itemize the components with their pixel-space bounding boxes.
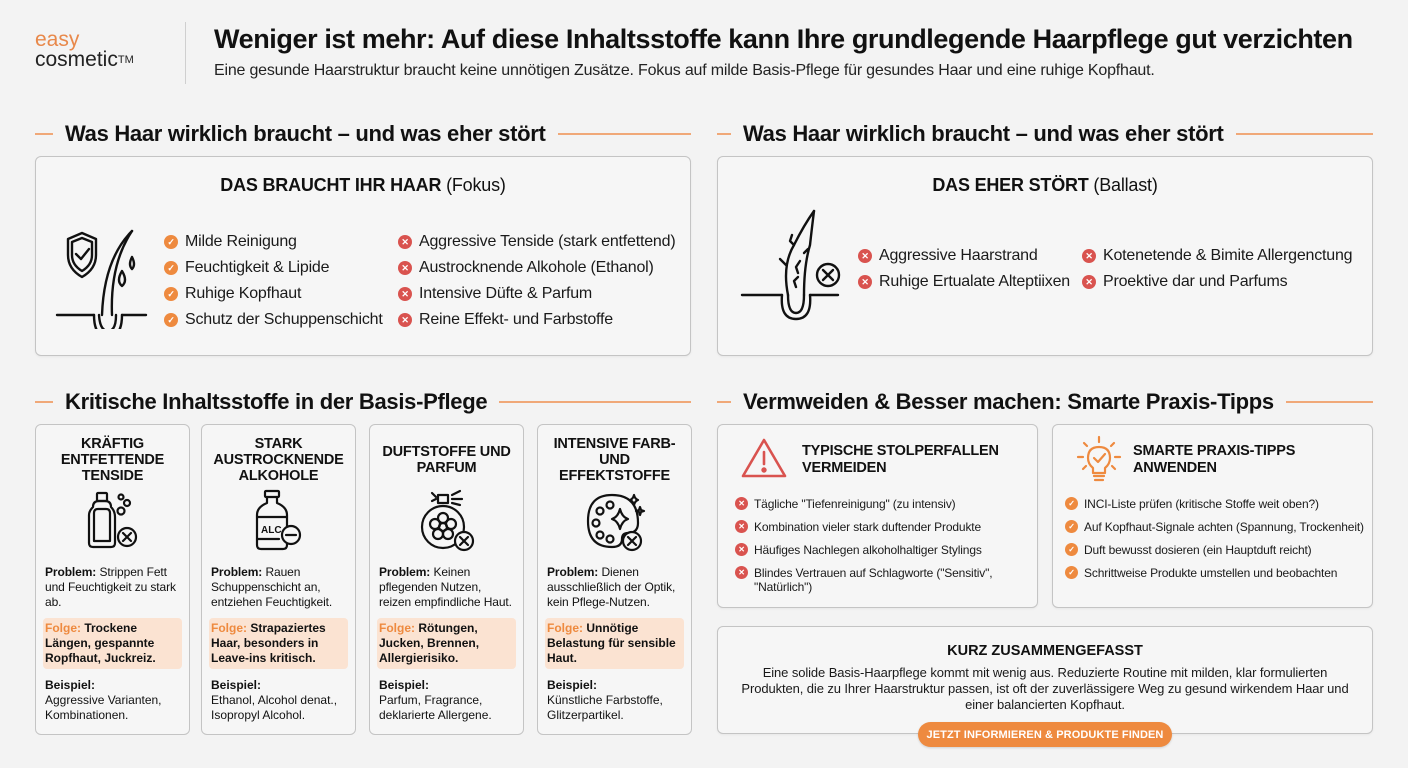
heading-bold: DAS BRAUCHT IHR HAAR — [220, 175, 442, 195]
positive-item — [164, 255, 383, 281]
item-label: Kotenetende & Bimite Allergenctung — [1103, 247, 1353, 264]
ingredient-example — [547, 678, 682, 723]
item-label: Schutz der Schuppenschicht — [185, 311, 383, 328]
example-label: Beispiel: — [379, 678, 430, 692]
header-divider — [185, 22, 186, 84]
trademark: TM — [117, 54, 134, 66]
negative-item — [398, 281, 675, 307]
ingredient-problem — [211, 565, 346, 610]
x-icon: ✕ — [1082, 249, 1096, 263]
perfume-bottle-icon — [379, 485, 514, 557]
ingredient-heading: STARK AUSTROCKNENDE ALKOHOLE — [213, 436, 344, 484]
consequence-text: Trockene Längen, gespannte Ropfhaut, Juckreiz. — [45, 621, 156, 665]
ingredient-heading: INTENSIVE FARB- UND EFFEKTSTOFFE — [553, 436, 676, 484]
ingredient-example — [45, 678, 180, 723]
item-label: Blindes Vertrauen auf Schlagworte ("Sensitiv", "Natürlich") — [754, 566, 993, 594]
hair-shield-drops-icon — [52, 209, 152, 334]
item-label: Reine Effekt- und Farbstoffe — [419, 311, 613, 328]
section-title-text: Was Haar wirklich braucht – und was eher stört — [65, 121, 546, 146]
heading-light: (Ballast) — [1093, 175, 1158, 195]
consequence-label: Folge: — [45, 621, 81, 635]
ingredient-consequence — [209, 618, 348, 669]
title-line — [558, 133, 691, 135]
brand-line1: easy — [35, 28, 80, 51]
heading-light: (Fokus) — [446, 175, 506, 195]
problem-label: Problem: — [211, 565, 263, 579]
check-icon: ✓ — [164, 287, 178, 301]
example-label: Beispiel: — [211, 678, 262, 692]
problem-text: Keinen pflegenden Nutzen, reizen empfindliche Haut. — [379, 565, 512, 609]
item-label: Auf Kopfhaut-Signale achten (Spannung, Trockenheit) — [1084, 520, 1364, 534]
consequence-text: Rötungen, Jucken, Brennen, Allergierisiko. — [379, 621, 480, 665]
problem-text: Rauen Schuppenschicht an, entziehen Feuchtigkeit. — [211, 565, 333, 609]
example-label: Beispiel: — [547, 678, 598, 692]
needs-positive-list — [164, 229, 383, 333]
example-text: Aggressive Varianten, Kombinationen. — [45, 693, 162, 722]
ingredient-problem — [547, 565, 682, 610]
check-icon: ✓ — [1065, 497, 1078, 510]
item-label: Proektive dar und Parfums — [1103, 273, 1288, 290]
x-icon: ✕ — [398, 235, 412, 249]
ingredient-example — [379, 678, 514, 723]
avoid-item — [735, 497, 1030, 511]
positive-item — [164, 281, 383, 307]
page-subtitle: Eine gesunde Haarstruktur braucht keine unnötigen Zusätze. Fokus auf milde Basis-Pflege für gesundes Haar und eine ruhige Kopfhaut. — [214, 62, 1155, 79]
ingredient-problem — [379, 565, 514, 610]
page-header — [0, 0, 1408, 100]
negative-item — [398, 307, 675, 333]
avoid-card — [717, 424, 1038, 608]
section-title-disturbs — [717, 119, 1373, 149]
smart-tips-list — [1065, 497, 1370, 589]
tip-item — [1065, 566, 1370, 580]
summary-text: Eine solide Basis-Haarpflege kommt mit wenig aus. Reduzierte Routine mit milden, klar formulierten Produkten, die zu Ihrer Haarstruktur passen, ist oft der zuverlässigere Weg zu gesund wirkendem Haar und einer balancierten Kopfhaut. — [741, 665, 1349, 712]
smart-tips-card — [1052, 424, 1373, 608]
negative-item — [1082, 269, 1352, 295]
consequence-label: Folge: — [547, 621, 583, 635]
avoid-item — [735, 520, 1030, 534]
brand-name: cosmetic — [35, 48, 118, 71]
negative-item — [1082, 243, 1352, 269]
title-dash — [35, 133, 53, 135]
check-icon: ✓ — [164, 235, 178, 249]
damaged-hair-icon — [738, 205, 848, 330]
ingredient-consequence — [377, 618, 516, 669]
item-label: Tägliche "Tiefenreinigung" (zu intensiv) — [754, 497, 956, 511]
item-label: Austrocknende Alkohole (Ethanol) — [419, 259, 654, 276]
x-icon: ✕ — [398, 287, 412, 301]
section-title-text: Was Haar wirklich braucht – und was eher stört — [743, 121, 1224, 146]
ingredient-problem — [45, 565, 180, 610]
color-palette-icon — [547, 485, 682, 557]
consequence-text: Unnötige Belastung für sensible Haut. — [547, 621, 676, 665]
title-line — [499, 401, 691, 403]
negative-item — [398, 229, 675, 255]
smart-tips-heading: SMARTE PRAXIS-TIPPS ANWENDEN — [1133, 443, 1296, 476]
x-icon: ✕ — [398, 313, 412, 327]
x-icon: ✕ — [735, 543, 748, 556]
brand-line2 — [35, 50, 134, 70]
detergent-bottle-icon — [45, 485, 180, 557]
disturbs-card-heading — [718, 175, 1372, 196]
problem-text: Strippen Fett und Feuchtigkeit zu stark ab. — [45, 565, 176, 609]
check-icon: ✓ — [164, 261, 178, 275]
ingredient-card-farbstoffe — [537, 424, 692, 735]
ingredient-card-tenside — [35, 424, 190, 735]
lightbulb-check-icon — [1075, 435, 1123, 490]
negative-item — [858, 269, 1070, 295]
item-label: Feuchtigkeit & Lipide — [185, 259, 330, 276]
x-icon: ✕ — [735, 497, 748, 510]
item-label: Häufiges Nachlegen alkoholhaltiger Stylings — [754, 543, 982, 557]
brand-logo — [35, 30, 134, 70]
title-dash — [717, 401, 731, 403]
item-label: Intensive Düfte & Parfum — [419, 285, 593, 302]
section-title-tips — [717, 387, 1373, 417]
ingredient-heading: KRÄFTIG ENTFETTENDE TENSIDE — [60, 436, 165, 484]
alcohol-bottle-icon — [211, 485, 346, 557]
item-label: Aggressive Tenside (stark entfettend) — [419, 233, 676, 250]
check-icon: ✓ — [1065, 520, 1078, 533]
avoid-heading: TYPISCHE STOLPERFALLEN VERMEIDEN — [802, 443, 999, 476]
example-text: Künstliche Farbstoffe, Glitzerpartikel. — [547, 693, 663, 722]
avoid-item — [735, 543, 1030, 557]
disturbs-list-col2 — [1082, 243, 1352, 295]
heading-bold: DAS EHER STÖRT — [932, 175, 1089, 195]
consequence-label: Folge: — [379, 621, 415, 635]
item-label: Ruhige Ertualate Alteptiixen — [879, 273, 1070, 290]
ingredient-heading: DUFTSTOFFE UND PARFUM — [382, 444, 511, 476]
negative-item — [398, 255, 675, 281]
item-label: Ruhige Kopfhaut — [185, 285, 302, 302]
avoid-list — [735, 497, 1030, 603]
section-title-text: Kritische Inhaltsstoffe in der Basis-Pflege — [65, 389, 488, 414]
needs-card-heading — [36, 175, 690, 196]
problem-label: Problem: — [547, 565, 599, 579]
example-label: Beispiel: — [45, 678, 96, 692]
warning-triangle-icon — [740, 437, 788, 484]
positive-item — [164, 307, 383, 333]
cta-button[interactable]: JETZT INFORMIEREN & PRODUKTE FINDEN — [918, 722, 1172, 747]
avoid-item — [735, 566, 1030, 594]
problem-label: Problem: — [45, 565, 97, 579]
ingredient-example — [211, 678, 346, 723]
summary-card — [717, 626, 1373, 734]
item-label: Kombination vieler stark duftender Produkte — [754, 520, 982, 534]
item-label: Milde Reinigung — [185, 233, 297, 250]
consequence-text: Strapaziertes Haar, besonders in Leave-ins kritisch. — [211, 621, 326, 665]
problem-text: Dienen ausschließlich der Optik, kein Pflege-Nutzen. — [547, 565, 676, 609]
ingredient-card-alkohole — [201, 424, 356, 735]
tip-item — [1065, 520, 1370, 534]
page-title: Weniger ist mehr: Auf diese Inhaltsstoffe kann Ihre grundlegende Haarpflege gut verzichten — [214, 24, 1353, 54]
title-dash — [717, 133, 731, 135]
x-icon: ✕ — [735, 520, 748, 533]
ingredient-consequence — [545, 618, 684, 669]
ingredient-consequence — [43, 618, 182, 669]
disturbs-list-col1 — [858, 243, 1070, 295]
tip-item — [1065, 497, 1370, 511]
ingredient-card-duftstoffe — [369, 424, 524, 735]
summary-heading: KURZ ZUSAMMENGEFASST — [947, 643, 1143, 659]
title-line — [1236, 133, 1373, 135]
needs-negative-list — [398, 229, 675, 333]
problem-label: Problem: — [379, 565, 431, 579]
svg-text:ALC: ALC — [260, 525, 282, 536]
positive-item — [164, 229, 383, 255]
negative-item — [858, 243, 1070, 269]
x-icon: ✕ — [735, 566, 748, 579]
section-title-text: Vermweiden & Besser machen: Smarte Praxis-Tipps — [743, 389, 1274, 414]
item-label: Schrittweise Produkte umstellen und beobachten — [1084, 566, 1338, 580]
check-icon: ✓ — [1065, 566, 1078, 579]
tip-item — [1065, 543, 1370, 557]
x-icon: ✕ — [858, 249, 872, 263]
x-icon: ✕ — [1082, 275, 1096, 289]
consequence-label: Folge: — [211, 621, 247, 635]
item-label: INCI-Liste prüfen (kritische Stoffe weit oben?) — [1084, 497, 1319, 511]
example-text: Ethanol, Alcohol denat., Isopropyl Alcohol. — [211, 693, 338, 722]
x-icon: ✕ — [398, 261, 412, 275]
title-line — [1286, 401, 1373, 403]
needs-card — [35, 156, 691, 356]
section-title-needs — [35, 119, 691, 149]
example-text: Parfum, Fragrance, deklarierte Allergene. — [379, 693, 492, 722]
section-title-ingredients — [35, 387, 691, 417]
x-icon: ✕ — [858, 275, 872, 289]
item-label: Duft bewusst dosieren (ein Hauptduft reicht) — [1084, 543, 1312, 557]
check-icon: ✓ — [1065, 543, 1078, 556]
item-label: Aggressive Haarstrand — [879, 247, 1038, 264]
title-dash — [35, 401, 53, 403]
check-icon: ✓ — [164, 313, 178, 327]
disturbs-card — [717, 156, 1373, 356]
